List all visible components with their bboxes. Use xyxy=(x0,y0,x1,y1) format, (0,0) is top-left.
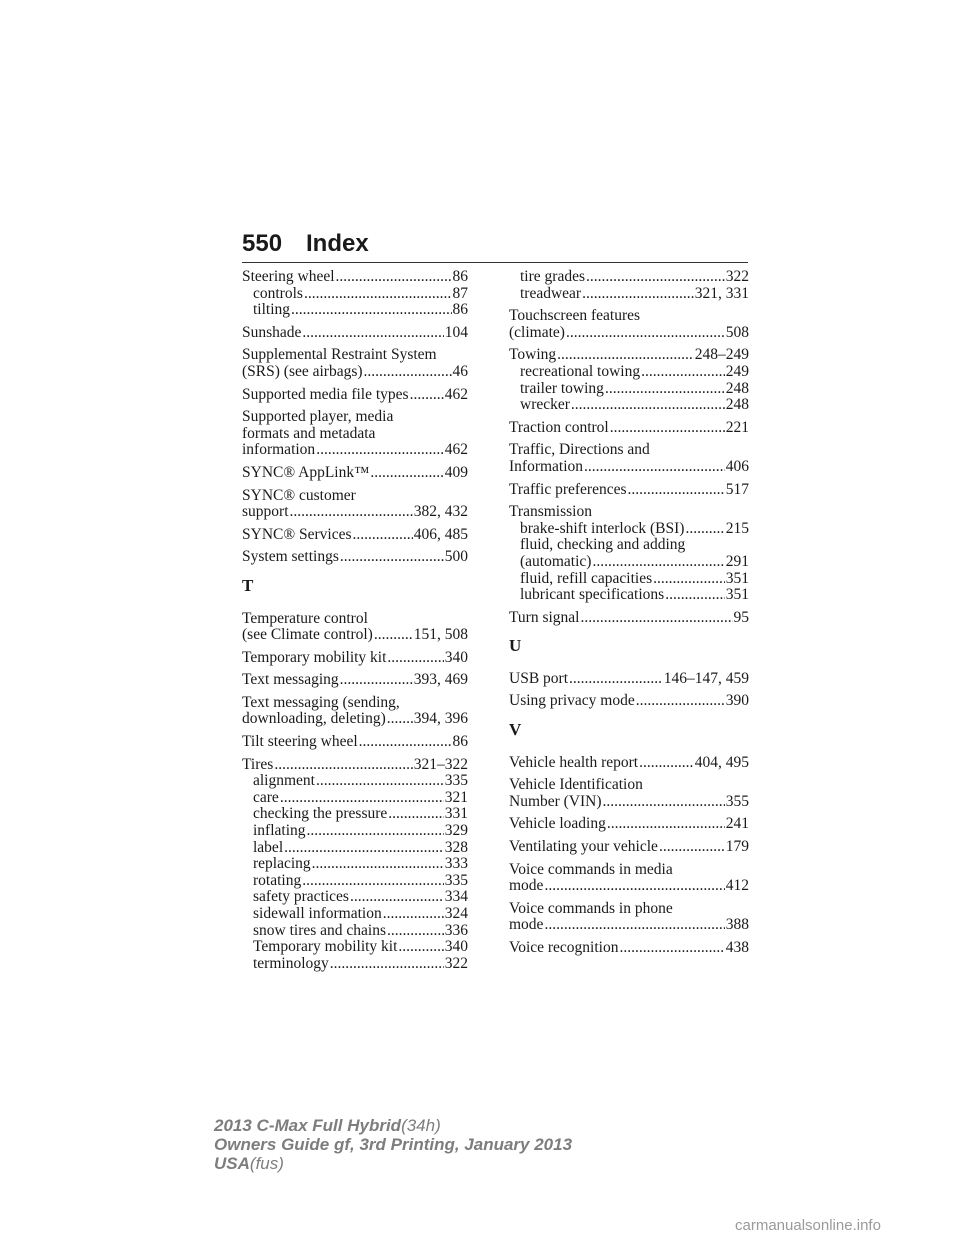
entry-term: Number (VIN) xyxy=(509,792,602,810)
entry-term: Steering wheel xyxy=(242,268,335,285)
entry-page-ref: 328 xyxy=(444,838,468,856)
index-subentry-line xyxy=(242,286,468,303)
dot-leader xyxy=(544,917,724,934)
entry-page-ref: 335 xyxy=(444,772,468,790)
dot-leader xyxy=(340,549,444,566)
entry-page-ref: 508 xyxy=(725,323,749,341)
index-entry-line xyxy=(242,488,468,505)
dot-leader xyxy=(580,610,732,627)
entry-term: terminology xyxy=(253,954,329,972)
index-entry-line xyxy=(242,442,468,459)
index-entry-line xyxy=(509,459,749,476)
index-subentry-line xyxy=(242,873,468,890)
entry-term: Vehicle health report xyxy=(509,753,639,771)
entry-page-ref: 462 xyxy=(444,385,468,403)
dot-leader xyxy=(582,286,694,303)
index-entry-line xyxy=(509,862,749,879)
entry-term: safety practices xyxy=(253,888,349,906)
section-title: Index xyxy=(306,230,369,257)
entry-page-ref: 104 xyxy=(444,323,468,341)
entry-term: lubricant specifications xyxy=(520,586,665,604)
dot-leader xyxy=(374,627,413,644)
entry-term: fluid, refill capacities xyxy=(520,569,653,587)
entry-page-ref: 249 xyxy=(725,362,749,380)
dot-leader xyxy=(607,816,725,833)
entry-term: label xyxy=(253,838,284,856)
entry-term: SYNC® customer xyxy=(242,486,356,504)
entry-page-ref: 248–249 xyxy=(694,346,749,364)
index-subentry-line xyxy=(509,397,749,414)
dot-leader xyxy=(398,939,443,956)
entry-page-ref: 248 xyxy=(725,396,749,414)
index-subentry-line xyxy=(242,889,468,906)
index-subentry-line xyxy=(242,939,468,956)
index-subentry-line xyxy=(242,906,468,923)
index-entry xyxy=(242,465,468,482)
dot-leader xyxy=(586,269,725,286)
index-entry-line xyxy=(242,325,468,342)
dot-leader xyxy=(353,527,413,544)
entry-page-ref: 500 xyxy=(444,548,468,566)
dot-leader xyxy=(336,269,452,286)
footer-model: 2013 C-Max Full Hybrid xyxy=(214,1116,402,1135)
index-entry xyxy=(509,420,749,437)
entry-term: Transmission xyxy=(509,503,592,521)
dot-leader xyxy=(627,482,724,499)
entry-page-ref: 241 xyxy=(725,815,749,833)
index-entry xyxy=(242,672,468,689)
index-entry xyxy=(242,488,468,521)
entry-page-ref: 86 xyxy=(452,301,468,319)
entry-page-ref: 393, 469 xyxy=(413,671,468,689)
index-subentry-line xyxy=(242,790,468,807)
entry-term: inflating xyxy=(253,822,306,840)
index-entry-line xyxy=(242,650,468,667)
index-entry xyxy=(509,610,749,627)
dot-leader xyxy=(639,755,694,772)
entry-term: mode xyxy=(509,877,544,895)
entry-page-ref: 321, 331 xyxy=(694,284,749,302)
dot-leader xyxy=(364,364,452,381)
index-entry xyxy=(509,901,749,934)
entry-page-ref: 331 xyxy=(444,805,468,823)
entry-term: recreational towing xyxy=(520,362,641,380)
entry-page-ref: 462 xyxy=(444,441,468,459)
dot-leader xyxy=(557,347,694,364)
entry-term: Temporary mobility kit xyxy=(253,938,398,956)
index-subentry-line xyxy=(509,521,749,538)
dot-leader xyxy=(387,923,444,940)
entry-page-ref: 86 xyxy=(452,733,468,751)
entry-term: (automatic) xyxy=(520,552,592,570)
index-entry-line xyxy=(242,711,468,728)
entry-term: Text messaging (sending, xyxy=(242,693,400,711)
index-subentry-line xyxy=(509,381,749,398)
index-entry xyxy=(242,409,468,459)
index-entry-line xyxy=(509,917,749,934)
index-subentry-line xyxy=(509,269,749,286)
index-entry-line xyxy=(509,693,749,710)
index-letter-heading: T xyxy=(242,575,254,595)
entry-term: downloading, deleting) xyxy=(242,710,386,728)
entry-term: (see Climate control) xyxy=(242,626,373,644)
index-entry-line xyxy=(509,482,749,499)
entry-term: Ventilating your vehicle xyxy=(509,838,658,856)
entry-page-ref: 87 xyxy=(452,284,468,302)
entry-term: Tires xyxy=(242,755,274,773)
index-entry xyxy=(242,757,468,973)
dot-leader xyxy=(370,465,443,482)
entry-term: rotating xyxy=(253,871,302,889)
entry-term: Traffic, Directions and xyxy=(509,441,650,459)
dot-leader xyxy=(685,521,724,538)
entry-term: Traction control xyxy=(509,418,609,436)
entry-term: SYNC® AppLink™ xyxy=(242,463,370,481)
entry-term: checking the pressure xyxy=(253,805,388,823)
index-entry xyxy=(509,693,749,710)
index-subentry-line xyxy=(509,571,749,588)
dot-leader xyxy=(619,940,724,957)
index-entry-line xyxy=(242,734,468,751)
entry-term: Temporary mobility kit xyxy=(242,648,387,666)
index-entry-line xyxy=(242,672,468,689)
dot-leader xyxy=(592,554,724,571)
index-entry-line xyxy=(509,794,749,811)
entry-page-ref: 221 xyxy=(725,418,749,436)
entry-page-ref: 151, 508 xyxy=(413,626,468,644)
dot-leader xyxy=(316,442,444,459)
dot-leader xyxy=(388,806,443,823)
dot-leader xyxy=(605,381,725,398)
index-entry-line xyxy=(242,409,468,426)
entry-term: Voice commands in phone xyxy=(509,899,673,917)
entry-page-ref: 329 xyxy=(444,822,468,840)
dot-leader xyxy=(610,420,725,437)
dot-leader xyxy=(307,823,444,840)
footer-market: USA xyxy=(214,1154,250,1173)
index-entry-line xyxy=(509,878,749,895)
entry-term: information xyxy=(242,441,316,459)
dot-leader xyxy=(641,364,725,381)
entry-page-ref: 95 xyxy=(733,608,749,626)
entry-page-ref: 46 xyxy=(452,362,468,380)
entry-page-ref: 351 xyxy=(725,586,749,604)
entry-term: brake-shift interlock (BSI) xyxy=(520,519,685,537)
entry-page-ref: 351 xyxy=(725,569,749,587)
dot-leader xyxy=(571,397,725,414)
index-column-right xyxy=(509,269,749,963)
entry-term: care xyxy=(253,788,279,806)
entry-term: (SRS) (see airbags) xyxy=(242,362,363,380)
index-entry-line xyxy=(509,901,749,918)
entry-term: replacing xyxy=(253,855,311,873)
index-entry-line xyxy=(242,387,468,404)
entry-page-ref: 406 xyxy=(725,457,749,475)
entry-term: Traffic preferences xyxy=(509,480,627,498)
footer-model-code: (34h) xyxy=(401,1116,441,1135)
entry-term: support xyxy=(242,503,289,521)
dot-leader xyxy=(569,671,663,688)
dot-leader xyxy=(284,840,444,857)
dot-leader xyxy=(584,459,725,476)
index-entry xyxy=(509,862,749,895)
entry-term: sidewall information xyxy=(253,905,382,922)
index-entry xyxy=(509,308,749,341)
index-subentry-line xyxy=(242,840,468,857)
dot-leader xyxy=(316,773,444,790)
entry-page-ref: 394, 396 xyxy=(413,710,468,728)
index-subentry-line xyxy=(242,302,468,319)
entry-term: (climate) xyxy=(509,323,565,341)
entry-page-ref: 340 xyxy=(444,648,468,666)
index-entry xyxy=(509,482,749,499)
index-entry-line xyxy=(509,816,749,833)
index-entry-line xyxy=(509,940,749,957)
entry-term: SYNC® Services xyxy=(242,525,352,543)
entry-page-ref: 382, 432 xyxy=(413,503,468,521)
index-subentry-line xyxy=(509,537,749,554)
index-column-left xyxy=(242,269,468,978)
index-entry-line xyxy=(509,777,749,794)
index-entry xyxy=(509,347,749,413)
index-entry-line xyxy=(242,757,468,774)
footer xyxy=(214,1116,572,1173)
index-subentry-line xyxy=(242,773,468,790)
entry-page-ref: 409 xyxy=(444,463,468,481)
entry-term: mode xyxy=(509,916,544,934)
index-letter-heading: U xyxy=(509,636,522,656)
dot-leader xyxy=(603,794,725,811)
index-entry-line xyxy=(242,347,468,364)
header-rule xyxy=(242,262,748,263)
watermark: carmanualsonline.info xyxy=(735,1217,881,1234)
entry-term: tilting xyxy=(253,301,291,319)
dot-leader xyxy=(290,504,413,521)
index-subentry-line xyxy=(242,823,468,840)
entry-page-ref: 324 xyxy=(444,905,468,922)
dot-leader xyxy=(410,387,444,404)
index-subentry-line xyxy=(509,587,749,604)
dot-leader xyxy=(312,856,444,873)
index-entry-line xyxy=(509,420,749,437)
entry-term: USB port xyxy=(509,669,568,687)
index-entry-line xyxy=(242,364,468,381)
entry-page-ref: 248 xyxy=(725,379,749,397)
entry-page-ref: 322 xyxy=(444,954,468,972)
entry-page-ref: 412 xyxy=(725,877,749,895)
entry-term: Voice recognition xyxy=(509,939,619,956)
entry-term: Supported player, media xyxy=(242,408,394,426)
footer-line-3 xyxy=(214,1154,572,1173)
index-entry xyxy=(242,650,468,667)
entry-term: Vehicle loading xyxy=(509,815,606,833)
entry-page-ref: 179 xyxy=(725,838,749,856)
index-subentry-line xyxy=(509,286,749,303)
index-entry-line xyxy=(242,527,468,544)
entry-page-ref: 340 xyxy=(444,938,468,956)
index-subentry-line xyxy=(509,364,749,381)
dot-leader xyxy=(665,587,725,604)
page-number: 550 xyxy=(242,230,283,257)
index-entry-line xyxy=(242,465,468,482)
dot-leader xyxy=(304,286,452,303)
index-entry xyxy=(509,442,749,475)
dot-leader xyxy=(291,302,451,319)
entry-term: formats and metadata xyxy=(242,424,376,442)
dot-leader xyxy=(387,711,413,728)
entry-page-ref: 291 xyxy=(725,552,749,570)
entry-term: Towing xyxy=(509,346,557,364)
entry-page-ref: 406, 485 xyxy=(413,525,468,543)
entry-page-ref: 388 xyxy=(725,916,749,934)
entry-term: Vehicle Identification xyxy=(509,776,643,794)
index-entry xyxy=(242,527,468,544)
page-header xyxy=(242,228,748,264)
entry-page-ref: 517 xyxy=(725,480,749,498)
entry-page-ref: 335 xyxy=(444,871,468,889)
index-entry-line xyxy=(242,426,468,443)
dot-leader xyxy=(330,956,444,973)
entry-term: alignment xyxy=(253,772,315,790)
entry-page-ref: 404, 495 xyxy=(694,753,749,771)
index-entry-line xyxy=(242,611,468,628)
entry-term: treadwear xyxy=(520,284,582,302)
index-entry xyxy=(242,549,468,566)
index-entry xyxy=(242,695,468,728)
index-entry xyxy=(242,387,468,404)
index-entry xyxy=(509,816,749,833)
dot-leader xyxy=(387,650,443,667)
index-entry-line xyxy=(509,325,749,342)
entry-page-ref: 355 xyxy=(725,792,749,810)
dot-leader xyxy=(653,571,725,588)
index-entry xyxy=(509,777,749,810)
dot-leader xyxy=(350,889,444,906)
entry-term: Sunshade xyxy=(242,323,302,341)
entry-page-ref: 390 xyxy=(725,692,749,710)
dot-leader xyxy=(302,325,443,342)
index-entry-line xyxy=(509,671,749,688)
index-entry xyxy=(509,269,749,302)
dot-leader xyxy=(340,672,413,689)
index-entry xyxy=(242,269,468,319)
index-entry-line xyxy=(242,269,468,286)
entry-term: fluid, checking and adding xyxy=(520,536,686,554)
entry-term: tire grades xyxy=(520,268,585,285)
dot-leader xyxy=(383,906,444,923)
index-entry-line xyxy=(509,442,749,459)
dot-leader xyxy=(302,873,444,890)
index-entry-line xyxy=(242,504,468,521)
entry-page-ref: 215 xyxy=(725,519,749,537)
dot-leader xyxy=(636,693,725,710)
index-entry xyxy=(509,755,749,772)
index-entry xyxy=(509,504,749,604)
dot-leader xyxy=(274,757,412,774)
index-subentry-line xyxy=(242,956,468,973)
index-entry-line xyxy=(509,347,749,364)
entry-page-ref: 336 xyxy=(444,921,468,939)
index-entry xyxy=(509,671,749,688)
index-entry xyxy=(509,940,749,957)
entry-term: Temperature control xyxy=(242,609,368,627)
entry-page-ref: 86 xyxy=(452,268,468,285)
entry-term: snow tires and chains xyxy=(253,921,387,939)
dot-leader xyxy=(566,325,725,342)
index-entry-line xyxy=(509,610,749,627)
index-entry-line xyxy=(509,755,749,772)
index-entry xyxy=(242,325,468,342)
index-entry xyxy=(242,611,468,644)
entry-term: Turn signal xyxy=(509,608,580,626)
entry-page-ref: 321–322 xyxy=(413,755,468,773)
index-entry-line xyxy=(242,549,468,566)
entry-term: Using privacy mode xyxy=(509,692,635,710)
index-entry xyxy=(509,839,749,856)
entry-page-ref: 438 xyxy=(725,939,749,956)
entry-page-ref: 321 xyxy=(444,788,468,806)
index-subentry-line xyxy=(509,554,749,571)
index-entry-line xyxy=(509,308,749,325)
index-subentry-line xyxy=(242,806,468,823)
dot-leader xyxy=(544,878,724,895)
entry-term: Tilt steering wheel xyxy=(242,733,358,751)
entry-page-ref: 146–147, 459 xyxy=(663,669,749,687)
entry-page-ref: 333 xyxy=(444,855,468,873)
index-entry xyxy=(242,347,468,380)
footer-line-1 xyxy=(214,1116,572,1135)
entry-term: System settings xyxy=(242,548,339,566)
entry-term: Supported media file types xyxy=(242,385,409,403)
entry-term: controls xyxy=(253,284,303,302)
index-entry-line xyxy=(509,839,749,856)
entry-term: trailer towing xyxy=(520,379,604,397)
index-entry xyxy=(242,734,468,751)
entry-term: Voice commands in media xyxy=(509,860,673,878)
entry-term: wrecker xyxy=(520,396,570,414)
entry-term: Touchscreen features xyxy=(509,307,641,325)
footer-line-2: Owners Guide gf, 3rd Printing, January 2013 xyxy=(214,1135,573,1154)
index-letter-heading: V xyxy=(509,720,522,740)
index-subentry-line xyxy=(242,856,468,873)
entry-page-ref: 322 xyxy=(725,268,749,285)
index-entry-line xyxy=(242,695,468,712)
index-entry-line xyxy=(509,504,749,521)
index-entry-line xyxy=(242,627,468,644)
dot-leader xyxy=(359,734,452,751)
entry-term: Information xyxy=(509,457,584,475)
dot-leader xyxy=(280,790,444,807)
entry-term: Text messaging xyxy=(242,671,339,689)
footer-market-code: (fus) xyxy=(249,1154,284,1173)
dot-leader xyxy=(659,839,725,856)
entry-page-ref: 334 xyxy=(444,888,468,906)
index-subentry-line xyxy=(242,923,468,940)
entry-term: Supplemental Restraint System xyxy=(242,346,437,364)
